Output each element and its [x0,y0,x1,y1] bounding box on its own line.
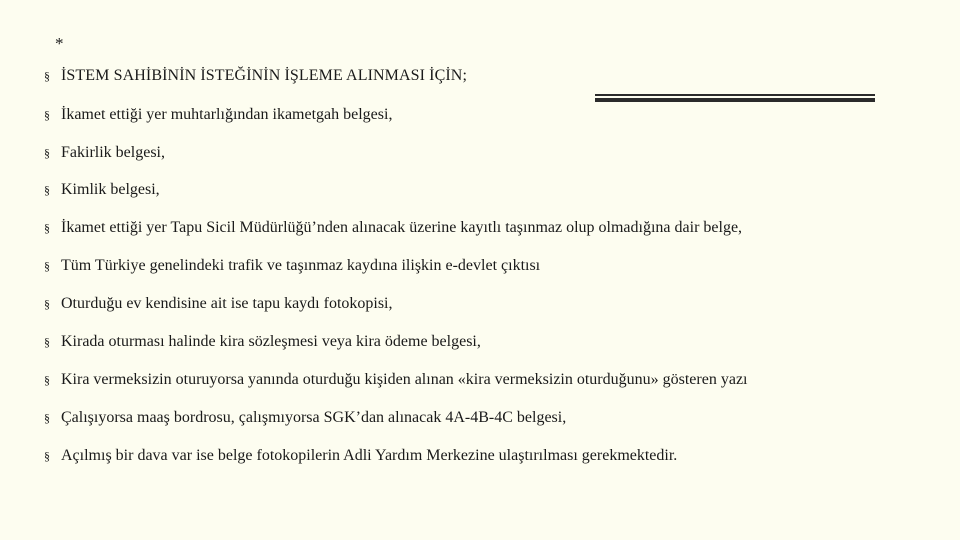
list-item-text: Kira vermeksizin oturuyorsa yanında oturduğu kişiden alınan «kira vermeksizin oturduğunu» gösteren yazı [61,371,748,388]
bullet-icon: § [44,107,50,122]
list-item-text: İkamet ettiği yer Tapu Sicil Müdürlüğü’nden alınacak üzerine kayıtlı taşınmaz olup olmadığına dair belge, [61,219,743,236]
bullet-icon: § [44,296,50,311]
bullet-icon: § [44,372,50,387]
list-item [40,330,481,354]
list-item [40,103,392,127]
list-item [40,444,677,468]
list-heading [40,64,467,88]
asterisk-mark: * [55,34,64,53]
list-item-text: Tüm Türkiye genelindeki trafik ve taşınmaz kaydına ilişkin e-devlet çıktısı [61,257,541,274]
divider-line-thick [595,98,875,102]
list-item-text: Fakirlik belgesi, [61,144,165,161]
bullet-icon: § [44,182,50,197]
list-item [40,216,742,240]
bullet-icon: § [44,448,50,463]
bullet-icon: § [44,334,50,349]
list-item-text: Kimlik belgesi, [61,181,160,198]
list-item [40,292,393,316]
list-item [40,141,165,165]
list-item [40,406,566,430]
list-item-text: Açılmış bir dava var ise belge fotokopilerin Adli Yardım Merkezine ulaştırılması gerekmektedir. [61,447,678,464]
list-item-text: Çalışıyorsa maaş bordrosu, çalışmıyorsa SGK’dan alınacak 4A-4B-4C belgesi, [61,409,567,426]
bullet-icon: § [44,220,50,235]
bullet-icon: § [44,410,50,425]
list-item-text: Oturduğu ev kendisine ait ise tapu kaydı fotokopisi, [61,295,393,312]
list-item [40,178,160,202]
list-item-text: İkamet ettiği yer muhtarlığından ikametgah belgesi, [61,106,393,123]
bullet-icon: § [44,145,50,160]
list-item-text: Kirada oturması halinde kira sözleşmesi veya kira ödeme belgesi, [61,333,481,350]
list-item [40,254,540,278]
divider-line-thin [595,94,875,96]
bullet-icon: § [44,258,50,273]
heading-text: İSTEM SAHİBİNİN İSTEĞİNİN İŞLEME ALINMASI İÇİN; [61,67,468,84]
bullet-icon: § [44,68,50,83]
list-item [40,368,747,392]
